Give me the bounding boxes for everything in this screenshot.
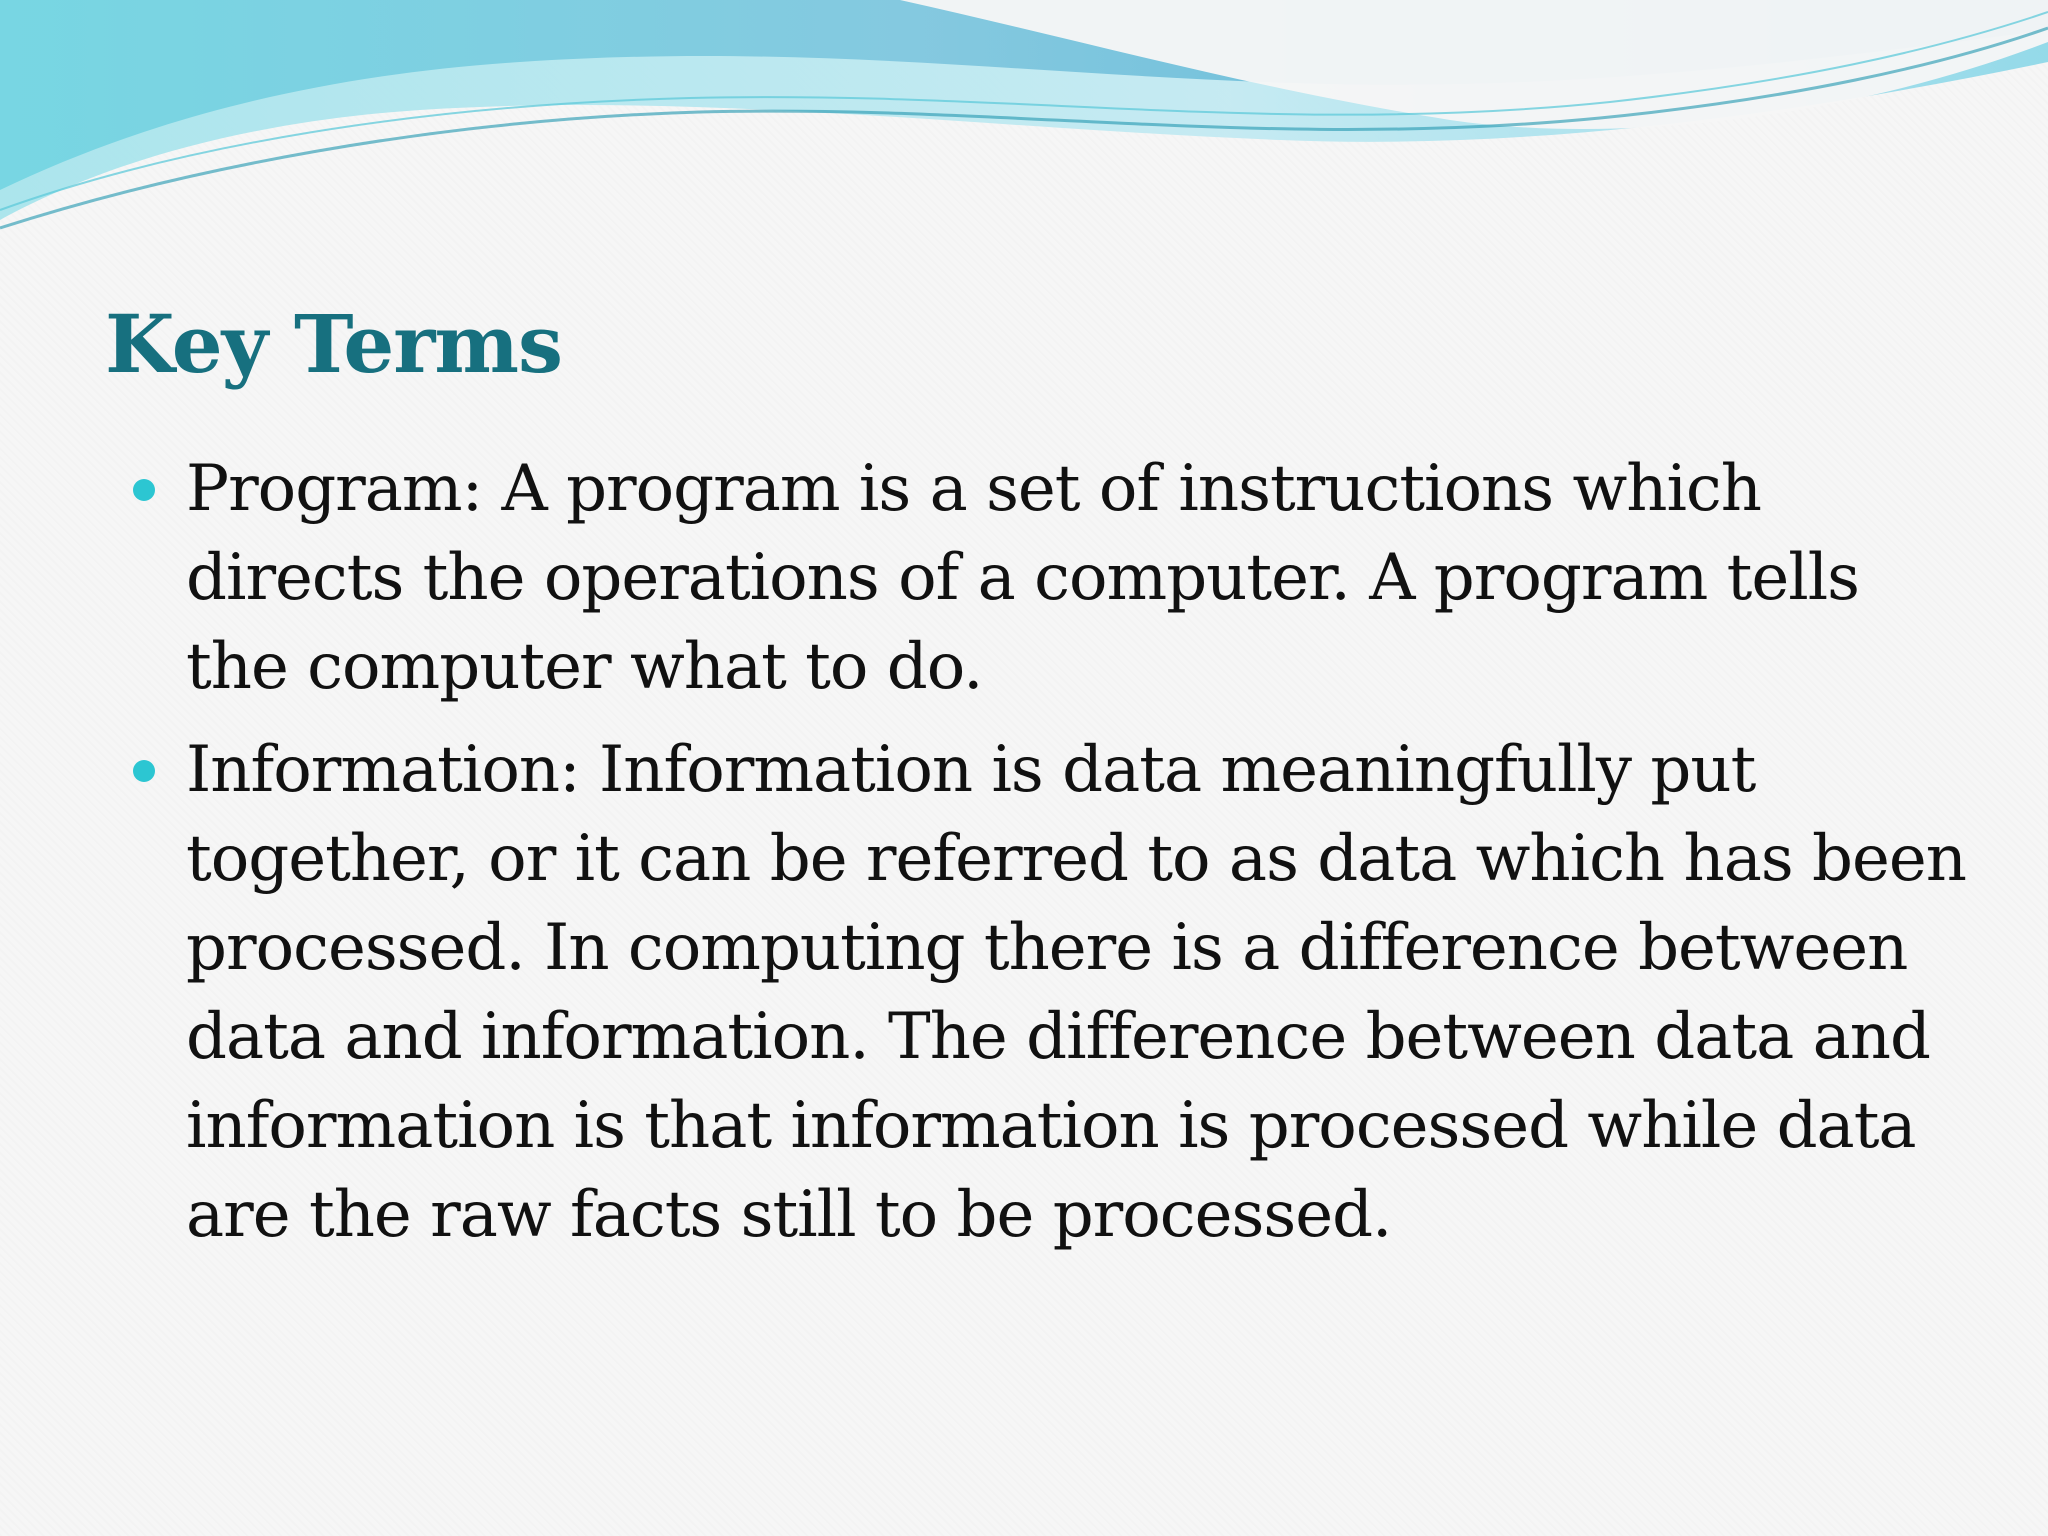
bullet-text: Program: A program is a set of instructions which directs the operations of a computer. A program tells the computer what to do.: [186, 452, 1859, 704]
slide-title: Key Terms: [105, 297, 563, 391]
decorative-wave-header: [0, 0, 2048, 240]
bullet-item-information: [130, 726, 1970, 1260]
bullet-icon: [133, 760, 155, 782]
bullet-list: [130, 445, 1970, 1274]
bullet-item-program: [130, 445, 1970, 712]
bullet-icon: [133, 479, 155, 501]
bullet-text: Information: Information is data meaningfully put together, or it can be referred to as data which has been processed. In computing there is a difference between data and information. The difference between data and information is that information is processed while data are the raw facts still to be processed.: [186, 733, 1966, 1252]
